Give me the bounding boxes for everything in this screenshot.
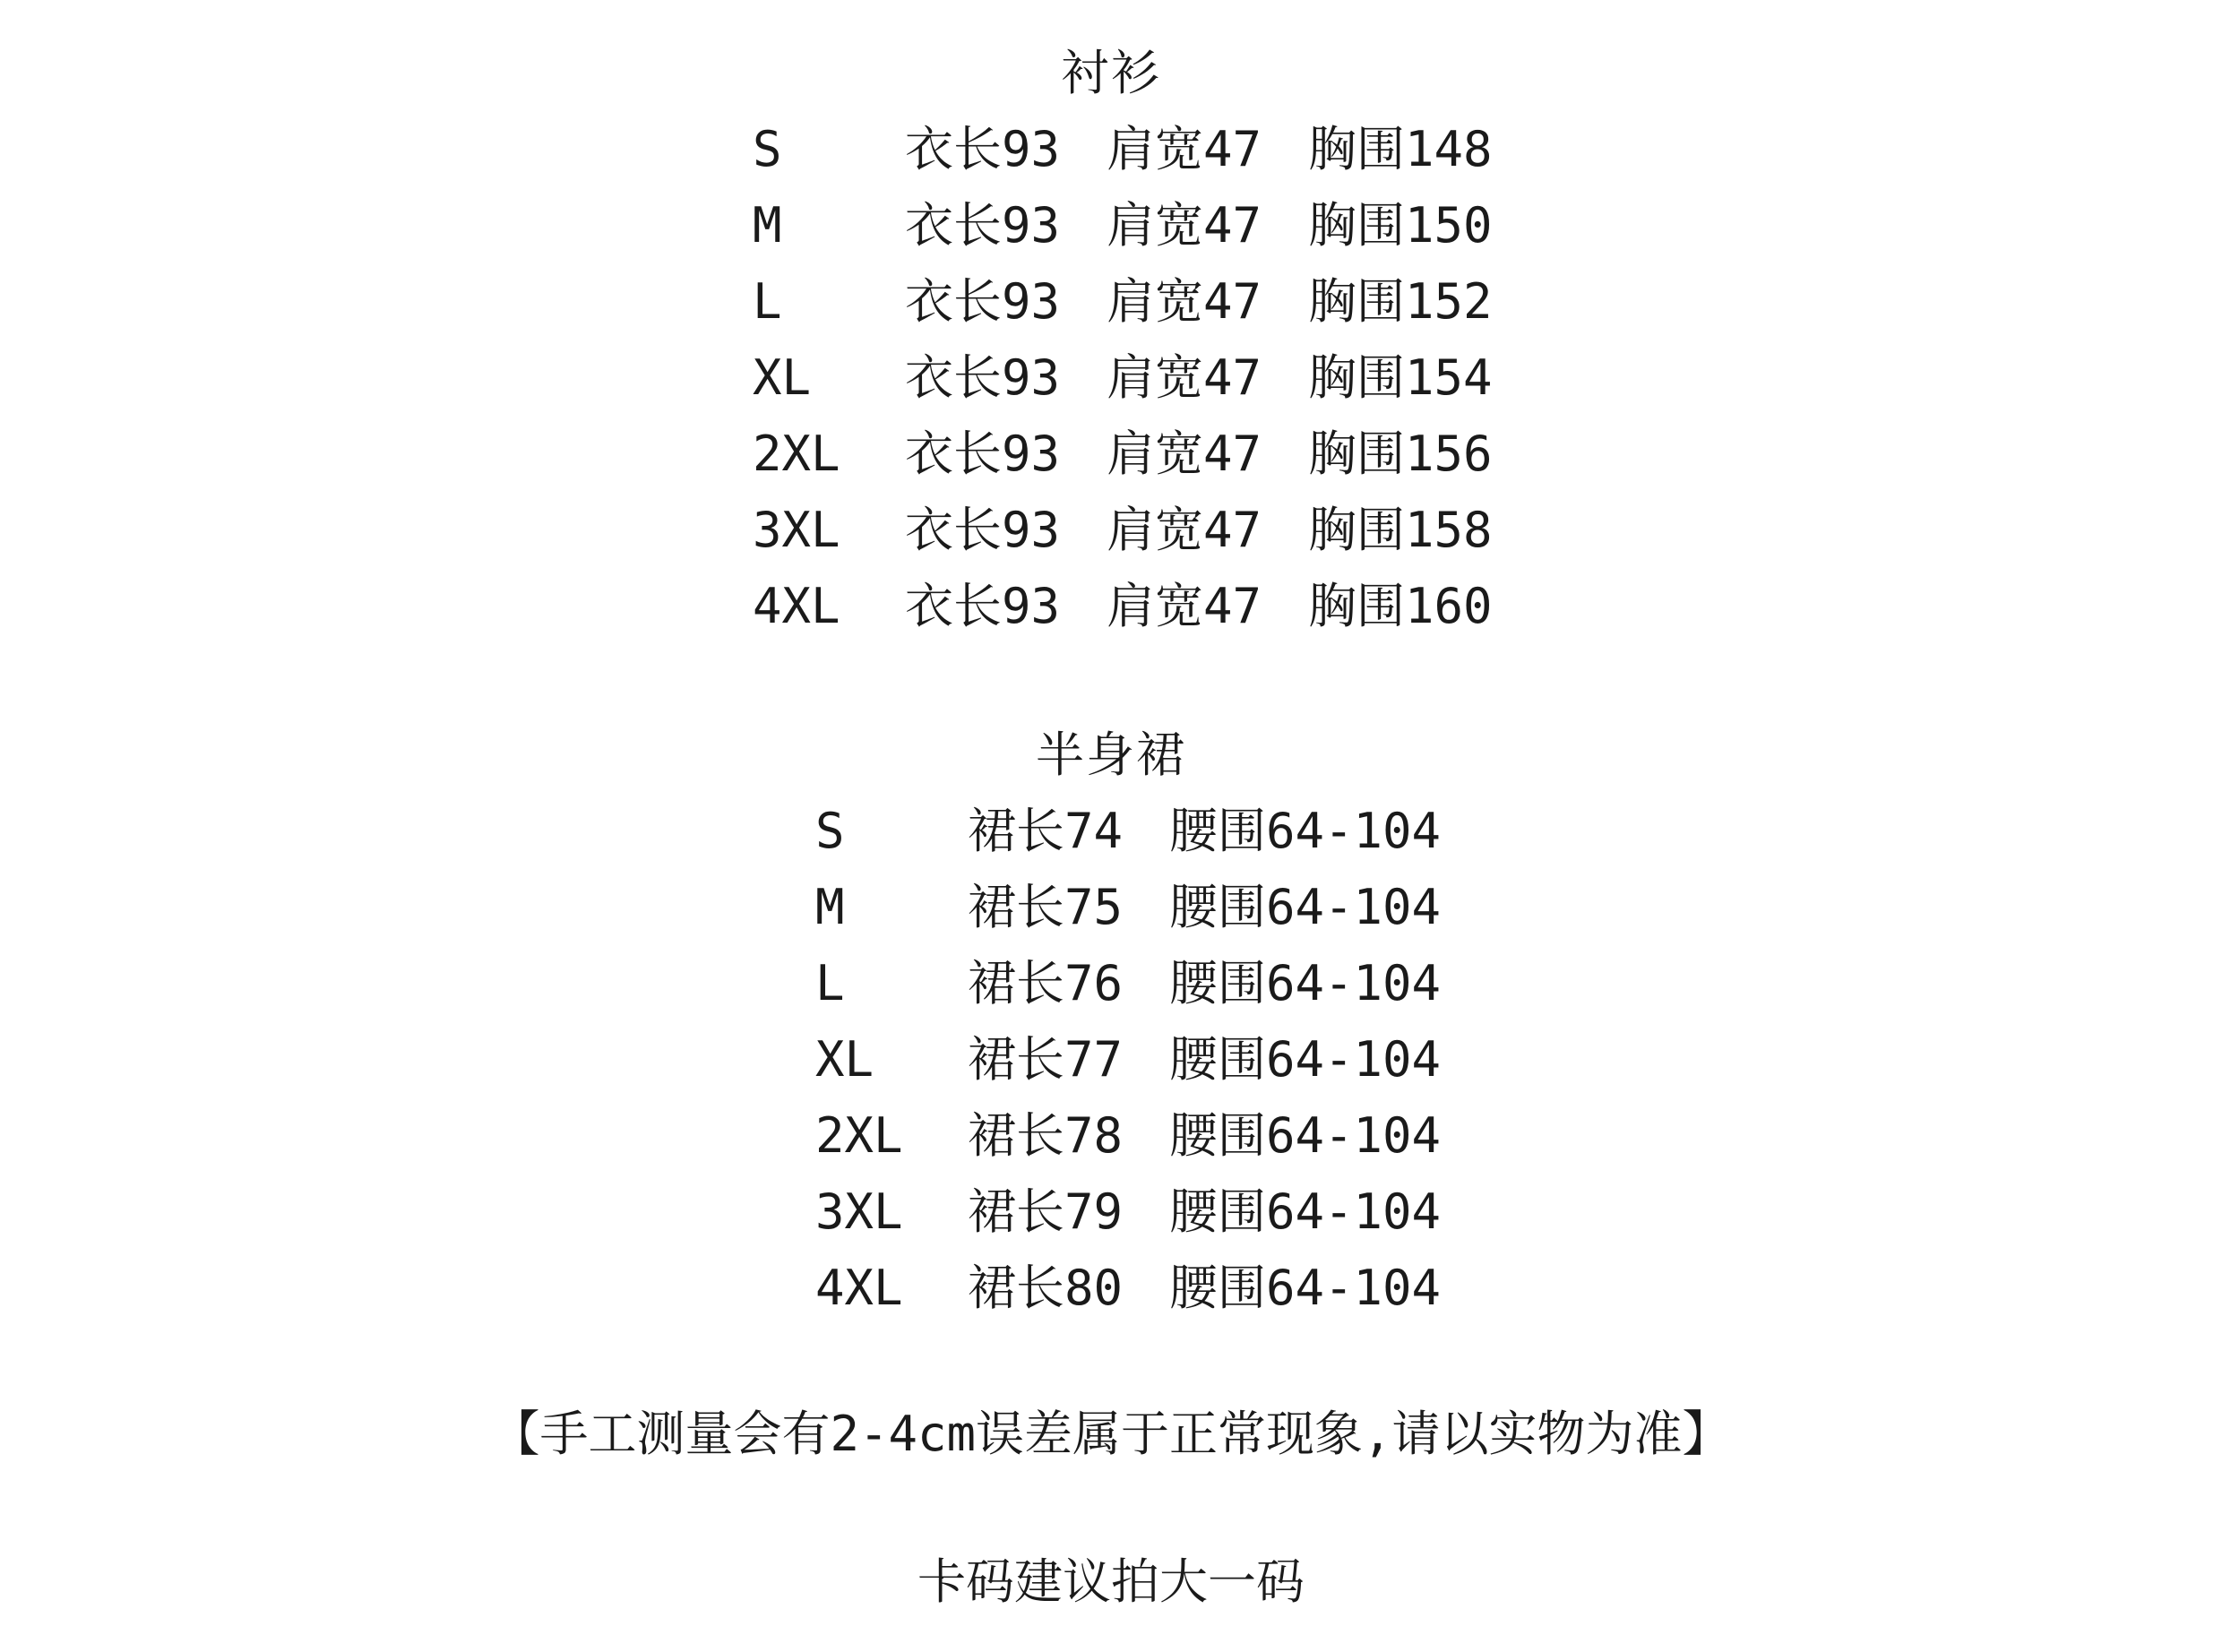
skirt-waist: 腰围64-104 xyxy=(1169,879,1442,935)
skirt-size: 4XL xyxy=(815,1260,903,1316)
skirt-row xyxy=(0,1028,2222,1091)
shirt-length: 衣长93 xyxy=(905,349,1061,406)
shirt-size: 3XL xyxy=(753,502,840,558)
shirt-size: 2XL xyxy=(753,426,840,482)
shirt-shoulder: 肩宽47 xyxy=(1107,578,1262,634)
shirt-length: 衣长93 xyxy=(905,197,1061,254)
skirt-waist: 腰围64-104 xyxy=(1169,1031,1442,1088)
skirt-title: 半身裙 xyxy=(1036,727,1186,783)
skirt-size: M xyxy=(815,879,845,935)
shirt-length: 衣长93 xyxy=(905,273,1061,330)
skirt-waist: 腰围64-104 xyxy=(1169,1260,1442,1316)
shirt-row xyxy=(0,271,2222,333)
skirt-row xyxy=(0,1257,2222,1320)
shirt-size: XL xyxy=(753,349,812,406)
skirt-length: 裙长75 xyxy=(968,879,1124,935)
skirt-row xyxy=(0,876,2222,939)
shirt-shoulder: 肩宽47 xyxy=(1107,121,1262,177)
skirt-waist: 腰围64-104 xyxy=(1169,1107,1442,1164)
shirt-row xyxy=(0,499,2222,562)
skirt-size: S xyxy=(815,803,845,859)
shirt-chest: 胸围158 xyxy=(1308,502,1493,558)
shirt-row xyxy=(0,575,2222,638)
shirt-row xyxy=(0,423,2222,486)
skirt-waist: 腰围64-104 xyxy=(1169,955,1442,1011)
shirt-chest: 胸围148 xyxy=(1308,121,1493,177)
shirt-chest: 胸围156 xyxy=(1308,426,1493,482)
shirt-shoulder: 肩宽47 xyxy=(1107,197,1262,254)
shirt-title: 衬衫 xyxy=(1061,45,1161,101)
shirt-row xyxy=(0,194,2222,257)
skirt-size: 3XL xyxy=(815,1183,903,1240)
shirt-chest: 胸围150 xyxy=(1308,197,1493,254)
skirt-length: 裙长78 xyxy=(968,1107,1124,1164)
shirt-chest: 胸围154 xyxy=(1308,349,1493,406)
shirt-row xyxy=(0,347,2222,409)
skirt-row xyxy=(0,1105,2222,1167)
skirt-row xyxy=(0,1181,2222,1243)
shirt-size: 4XL xyxy=(753,578,840,634)
shirt-chest: 胸围160 xyxy=(1308,578,1493,634)
skirt-waist: 腰围64-104 xyxy=(1169,1183,1442,1240)
skirt-waist: 腰围64-104 xyxy=(1169,803,1442,859)
shirt-chest: 胸围152 xyxy=(1308,273,1493,330)
shirt-row xyxy=(0,118,2222,181)
shirt-shoulder: 肩宽47 xyxy=(1107,502,1262,558)
skirt-size: XL xyxy=(815,1031,874,1088)
shirt-size: M xyxy=(753,197,782,254)
shirt-length: 衣长93 xyxy=(905,578,1061,634)
shirt-shoulder: 肩宽47 xyxy=(1107,349,1262,406)
skirt-length: 裙长76 xyxy=(968,955,1124,1011)
skirt-row xyxy=(0,800,2222,863)
skirt-length: 裙长79 xyxy=(968,1183,1124,1240)
skirt-row xyxy=(0,952,2222,1015)
shirt-size: L xyxy=(753,273,782,330)
shirt-length: 衣长93 xyxy=(905,121,1061,177)
shirt-size: S xyxy=(753,121,782,177)
shirt-shoulder: 肩宽47 xyxy=(1107,426,1262,482)
skirt-length: 裙长77 xyxy=(968,1031,1124,1088)
shirt-length: 衣长93 xyxy=(905,502,1061,558)
skirt-length: 裙长80 xyxy=(968,1260,1124,1316)
shirt-shoulder: 肩宽47 xyxy=(1107,273,1262,330)
skirt-size: L xyxy=(815,955,845,1011)
measurement-note: 【手工测量会有2-4cm误差属于正常现象,请以实物为准】 xyxy=(491,1406,1731,1462)
skirt-size: 2XL xyxy=(815,1107,903,1164)
shirt-length: 衣长93 xyxy=(905,426,1061,482)
skirt-length: 裙长74 xyxy=(968,803,1124,859)
size-advice-note: 卡码建议拍大一码 xyxy=(917,1553,1305,1610)
